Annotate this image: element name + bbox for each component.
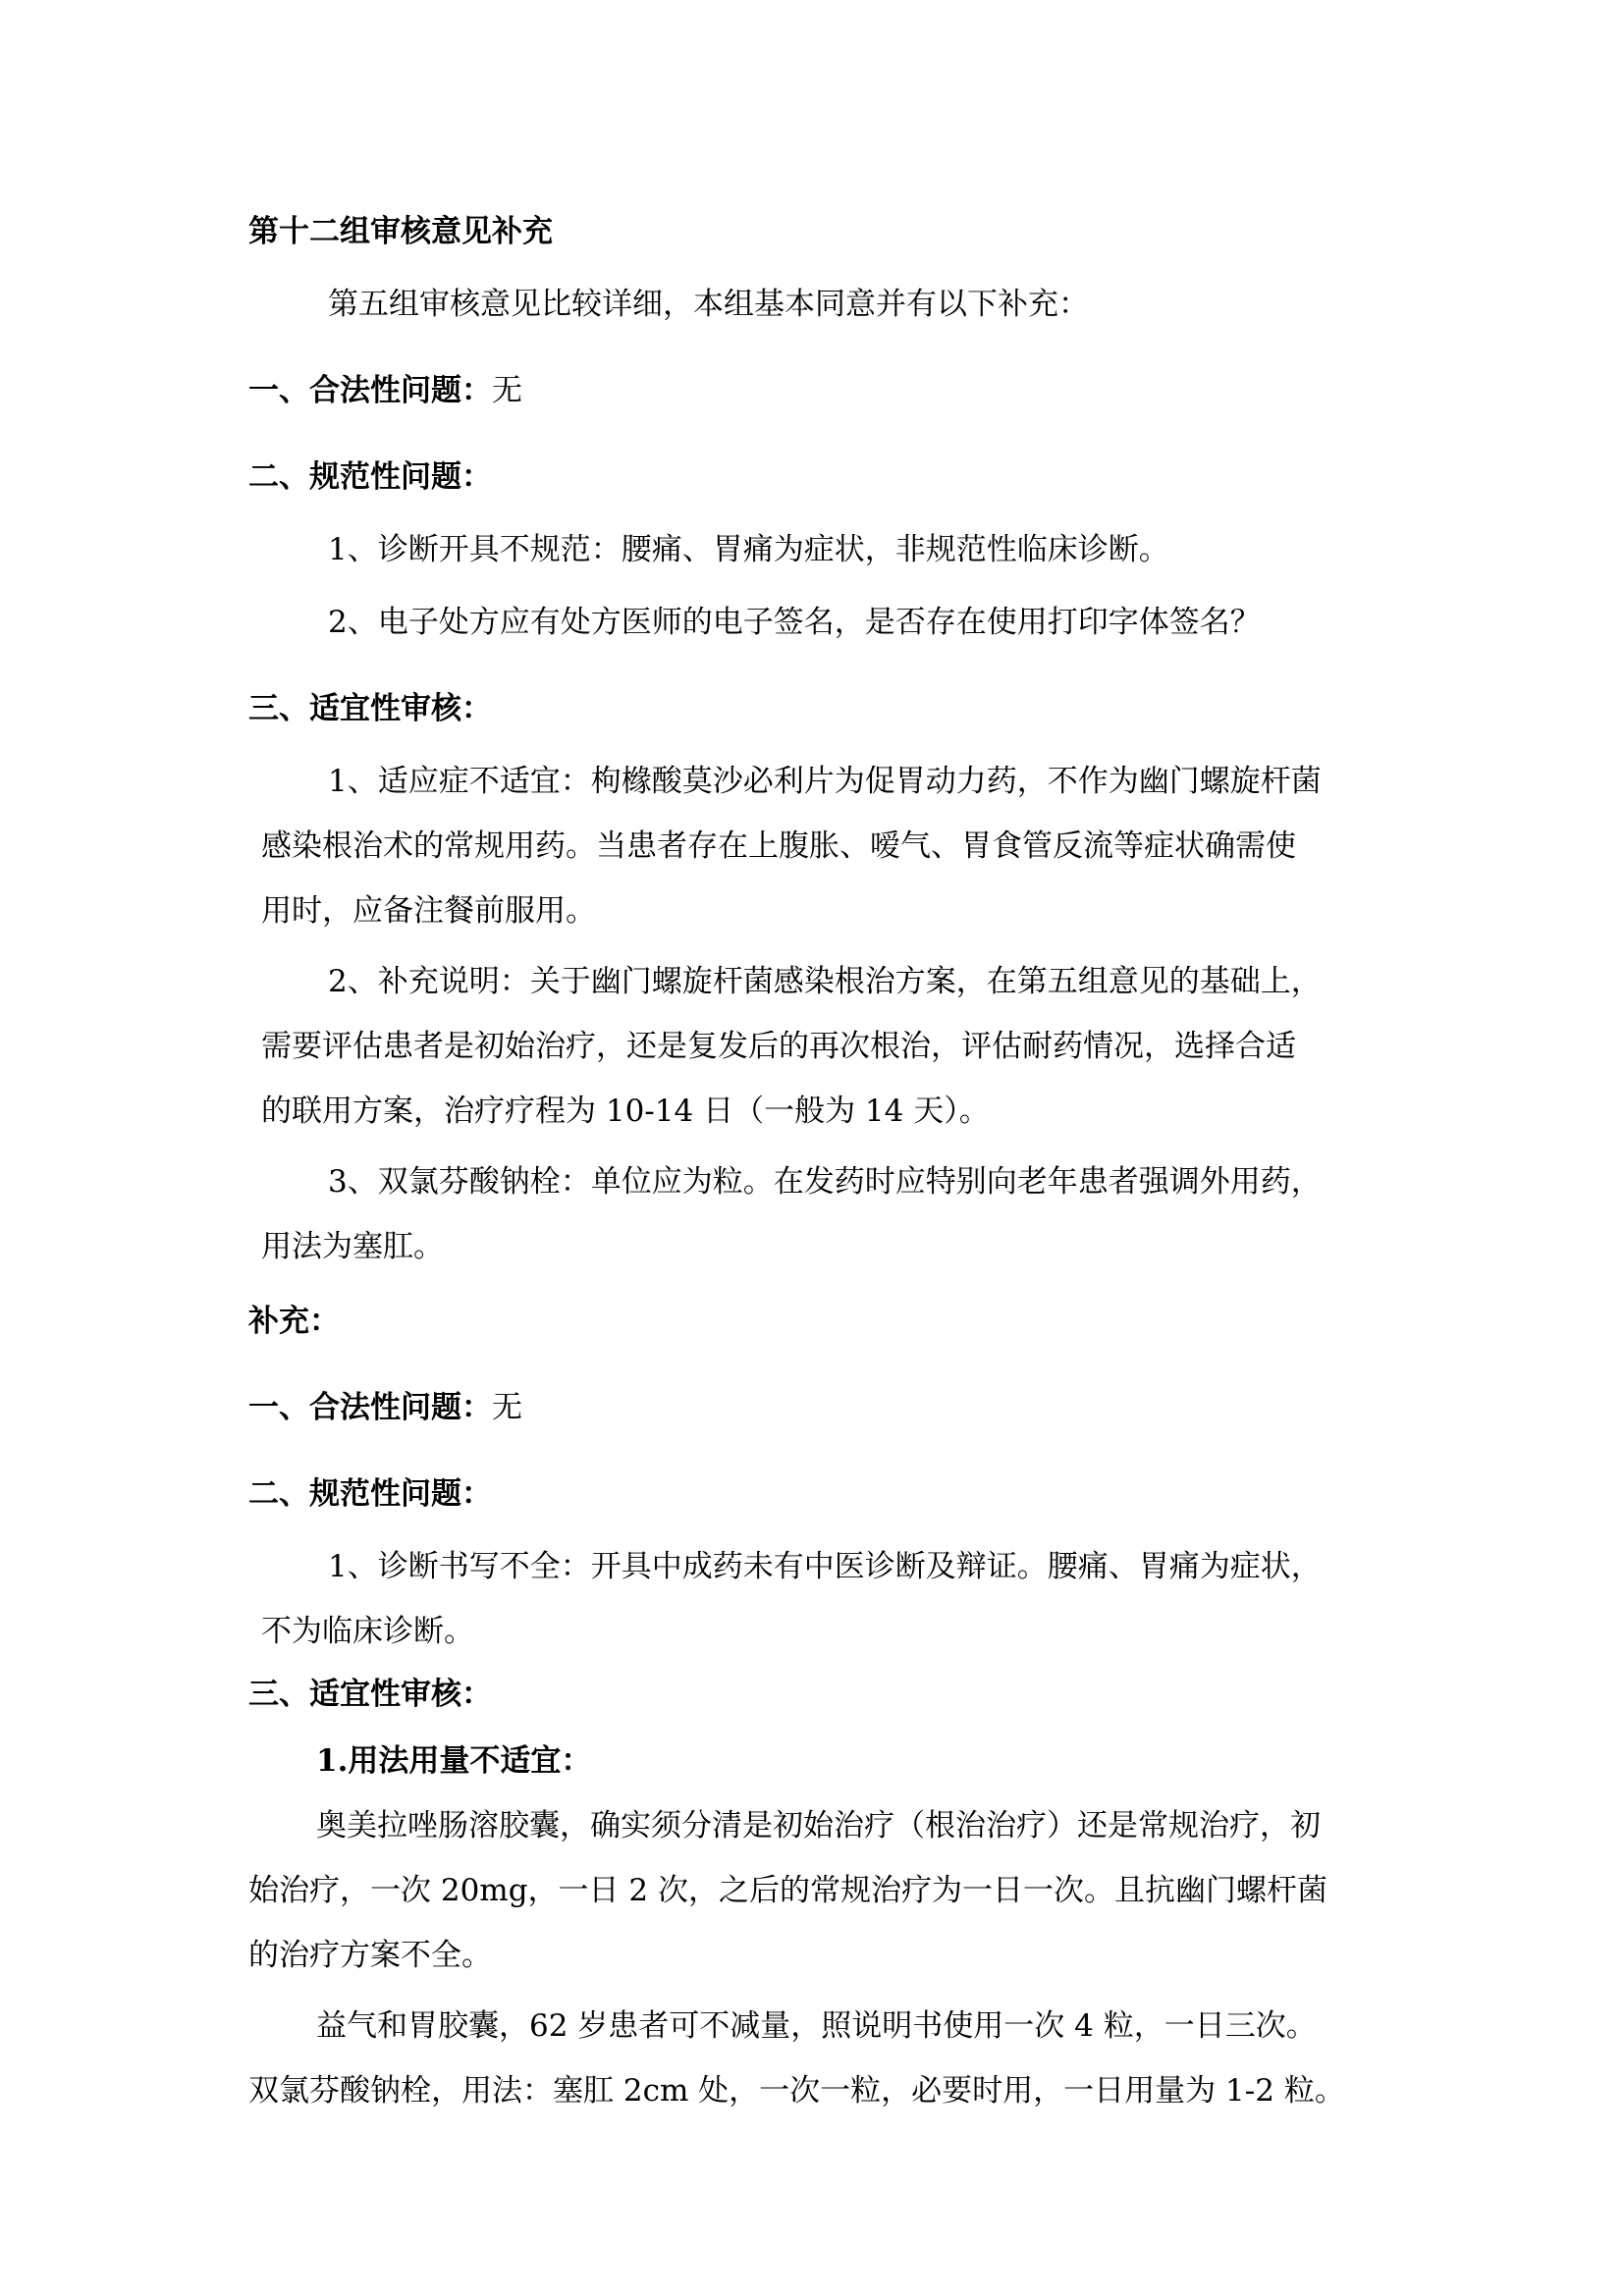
- norm-item-1: 1、诊断开具不规范：腰痛、胃痛为症状，非规范性临床诊断。: [328, 532, 1169, 567]
- capsule-para-line-2: 双氯芬酸钠栓，用法：塞肛 2cm 处，一次一粒，必要时用，一日用量为 1-2 粒。: [248, 2073, 1345, 2109]
- norm-item-2: 2、电子处方应有处方医师的电子签名，是否存在使用打印字体签名？: [328, 605, 1261, 640]
- suitability-item-2-line-3: 的联用方案，治疗疗程为 10-14 日（一般为 14 天）。: [261, 1094, 990, 1129]
- norm-item-2-1-line-1: 1、诊断书写不全：开具中成药未有中医诊断及辩证。腰痛、胃痛为症状，: [328, 1549, 1322, 1584]
- usage-dosage-heading: 1.用法用量不适宜：: [316, 1743, 592, 1779]
- suitability-item-1-line-3: 用时，应备注餐前服用。: [261, 893, 596, 929]
- legality-heading-2: 一、合法性问题：: [248, 1390, 492, 1425]
- legality-row-1: [248, 371, 522, 410]
- norm-heading-2: 二、规范性问题：: [248, 1476, 492, 1512]
- omeprazole-para-line-1: 奥美拉唑肠溶胶囊，确实须分清是初始治疗（根治治疗）还是常规治疗，初: [316, 1808, 1321, 1843]
- legality-heading: 一、合法性问题：: [248, 373, 492, 408]
- legality-value-2: 无: [492, 1390, 522, 1425]
- capsule-para-line-1: 益气和胃胶囊，62 岁患者可不减量，照说明书使用一次 4 粒，一日三次。: [316, 2008, 1317, 2044]
- suitability-item-1-line-1: 1、适应症不适宜：枸橼酸莫沙必利片为促胃动力药，不作为幽门螺旋杆菌: [328, 764, 1322, 799]
- norm-item-2-1-line-2: 不为临床诊断。: [261, 1614, 474, 1649]
- supplement-heading: 补充：: [248, 1304, 340, 1339]
- suitability-item-2-line-1: 2、补充说明：关于幽门螺旋杆菌感染根治方案，在第五组意见的基础上，: [328, 964, 1322, 999]
- intro-paragraph: 第五组审核意见比较详细，本组基本同意并有以下补充：: [328, 287, 1089, 322]
- suitability-item-3-line-1: 3、双氯芬酸钠栓：单位应为粒。在发药时应特别向老年患者强调外用药，: [328, 1164, 1322, 1200]
- suitability-item-1-line-2: 感染根治术的常规用药。当患者存在上腹胀、嗳气、胃食管反流等症状确需使: [261, 828, 1296, 864]
- suitability-heading: 三、适宜性审核：: [248, 691, 492, 726]
- suitability-item-3-line-2: 用法为塞肛。: [261, 1229, 444, 1264]
- omeprazole-para-line-2: 始治疗，一次 20mg，一日 2 次，之后的常规治疗为一日一次。且抗幽门螺杆菌: [248, 1873, 1327, 1908]
- suitability-item-2-line-2: 需要评估患者是初始治疗，还是复发后的再次根治，评估耐药情况，选择合适: [261, 1029, 1296, 1064]
- legality-value: 无: [492, 373, 522, 408]
- document-title: 第十二组审核意见补充: [248, 214, 553, 249]
- legality-row-2: [248, 1388, 522, 1427]
- suitability-heading-2: 三、适宜性审核：: [248, 1677, 492, 1712]
- omeprazole-para-line-3: 的治疗方案不全。: [248, 1938, 492, 1973]
- norm-heading: 二、规范性问题：: [248, 459, 492, 495]
